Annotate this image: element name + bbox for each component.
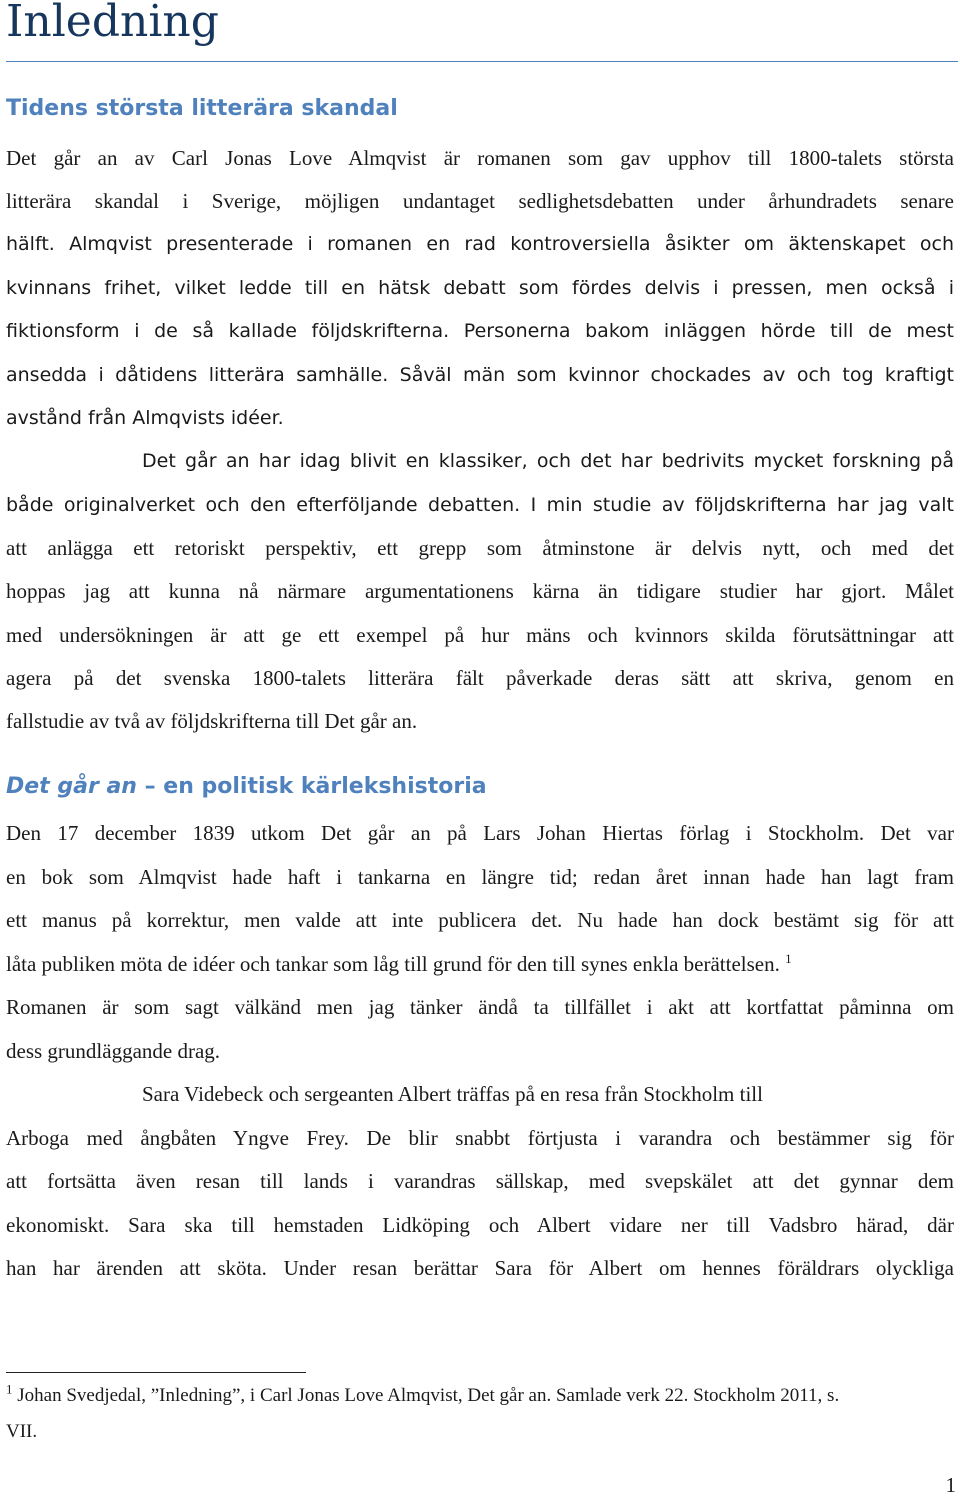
text-line: fallstudie av två av följdskrifterna till Det går an.: [6, 709, 418, 733]
text-line: Romanen är som sagt välkänd men jag tänker ändå ta tillfället i akt att kortfattat påminna om: [6, 995, 954, 1019]
text-line: avstånd från Almqvists idéer.: [6, 407, 284, 429]
text-line: han har ärenden att sköta. Under resan berättar Sara för Albert om hennes föräldrars olyckliga: [6, 1256, 954, 1280]
text-line: Den 17 december 1839 utkom Det går an på Lars Johan Hiertas förlag i Stockholm. Det var: [6, 821, 954, 845]
text-line: ett manus på korrektur, men valde att inte publicera det. Nu hade han dock bestämt sig för att: [6, 908, 954, 932]
page-number: 1: [945, 1473, 956, 1497]
text-line: hoppas jag att kunna nå närmare argumentationens kärna än tidigare studier har gjort. Målet: [6, 579, 954, 603]
text-line: fiktionsform i de så kallade följdskrifterna. Personerna bakom inläggen hörde till de mest: [6, 320, 954, 342]
footnote-reference[interactable]: 1: [785, 951, 792, 966]
footnote-number: 1: [6, 1381, 13, 1397]
text-line: dess grundläggande drag.: [6, 1039, 221, 1063]
text-line: Arboga med ångbåten Yngve Frey. De blir snabbt förtjusta i varandra och bestämmer sig för: [6, 1126, 954, 1150]
text-line: Det går an har idag blivit en klassiker, och det har bedrivits mycket forskning på: [142, 450, 954, 472]
text-line: hälft. Almqvist presenterade i romanen en rad kontroversiella åsikter om äktenskapet och: [6, 233, 954, 255]
section-heading-1: Tidens största litterära skandal: [6, 96, 398, 121]
text-line: agera på det svenska 1800-talets litterära fält påverkade deras sätt att skriva, genom en: [6, 666, 954, 690]
text-line: en bok som Almqvist hade haft i tankarna en längre tid; redan året innan hade han lagt fram: [6, 865, 954, 889]
text-line: ekonomiskt. Sara ska till hemstaden Lidköping och Albert vidare ner till Vadsbro härad, där: [6, 1213, 954, 1237]
footnote-text: Johan Svedjedal, ”Inledning”, i Carl Jonas Love Almqvist, Det går an. Samlade verk 22. Stockholm 2011, s.: [17, 1385, 840, 1406]
text-line-content: låta publiken möta de idéer och tankar som låg till grund för den till synes enkla berättelsen.: [6, 952, 780, 976]
text-line: både originalverket och den efterföljande debatten. I min studie av följdskrifterna har jag valt: [6, 494, 954, 516]
text-line: att anlägga ett retoriskt perspektiv, ett grepp som åtminstone är delvis nytt, och med det: [6, 536, 954, 560]
heading-subtitle: – en politisk kärlekshistoria: [136, 774, 487, 799]
footnote: [6, 1381, 840, 1408]
text-line: Det går an av Carl Jonas Love Almqvist är romanen som gav upphov till 1800-talets största: [6, 146, 954, 170]
text-line: med undersökningen är att ge ett exempel på hur mäns och kvinnors skilda förutsättningar att: [6, 623, 954, 647]
heading-italic-title: Det går an: [6, 774, 137, 799]
section-heading-2: [6, 774, 487, 800]
page-title: Inledning: [6, 0, 219, 47]
text-line: ansedda i dåtidens litterära samhälle. Såväl män som kvinnor chockades av och tog kraftigt: [6, 364, 954, 386]
text-line: litterära skandal i Sverige, möjligen undantaget sedlighetsdebatten under århundradets senare: [6, 189, 954, 213]
footnote-continuation: VII.: [6, 1421, 38, 1442]
text-line: [6, 951, 792, 977]
footnote-separator: [6, 1372, 306, 1373]
text-line: att fortsätta även resan till lands i varandras sällskap, med svepskälet att det gynnar dem: [6, 1169, 954, 1193]
title-underline: [6, 61, 958, 62]
text-line: Sara Videbeck och sergeanten Albert träffas på en resa från Stockholm till: [142, 1082, 763, 1106]
text-line: kvinnans frihet, vilket ledde till en hätsk debatt som fördes delvis i pressen, men också i: [6, 277, 954, 299]
